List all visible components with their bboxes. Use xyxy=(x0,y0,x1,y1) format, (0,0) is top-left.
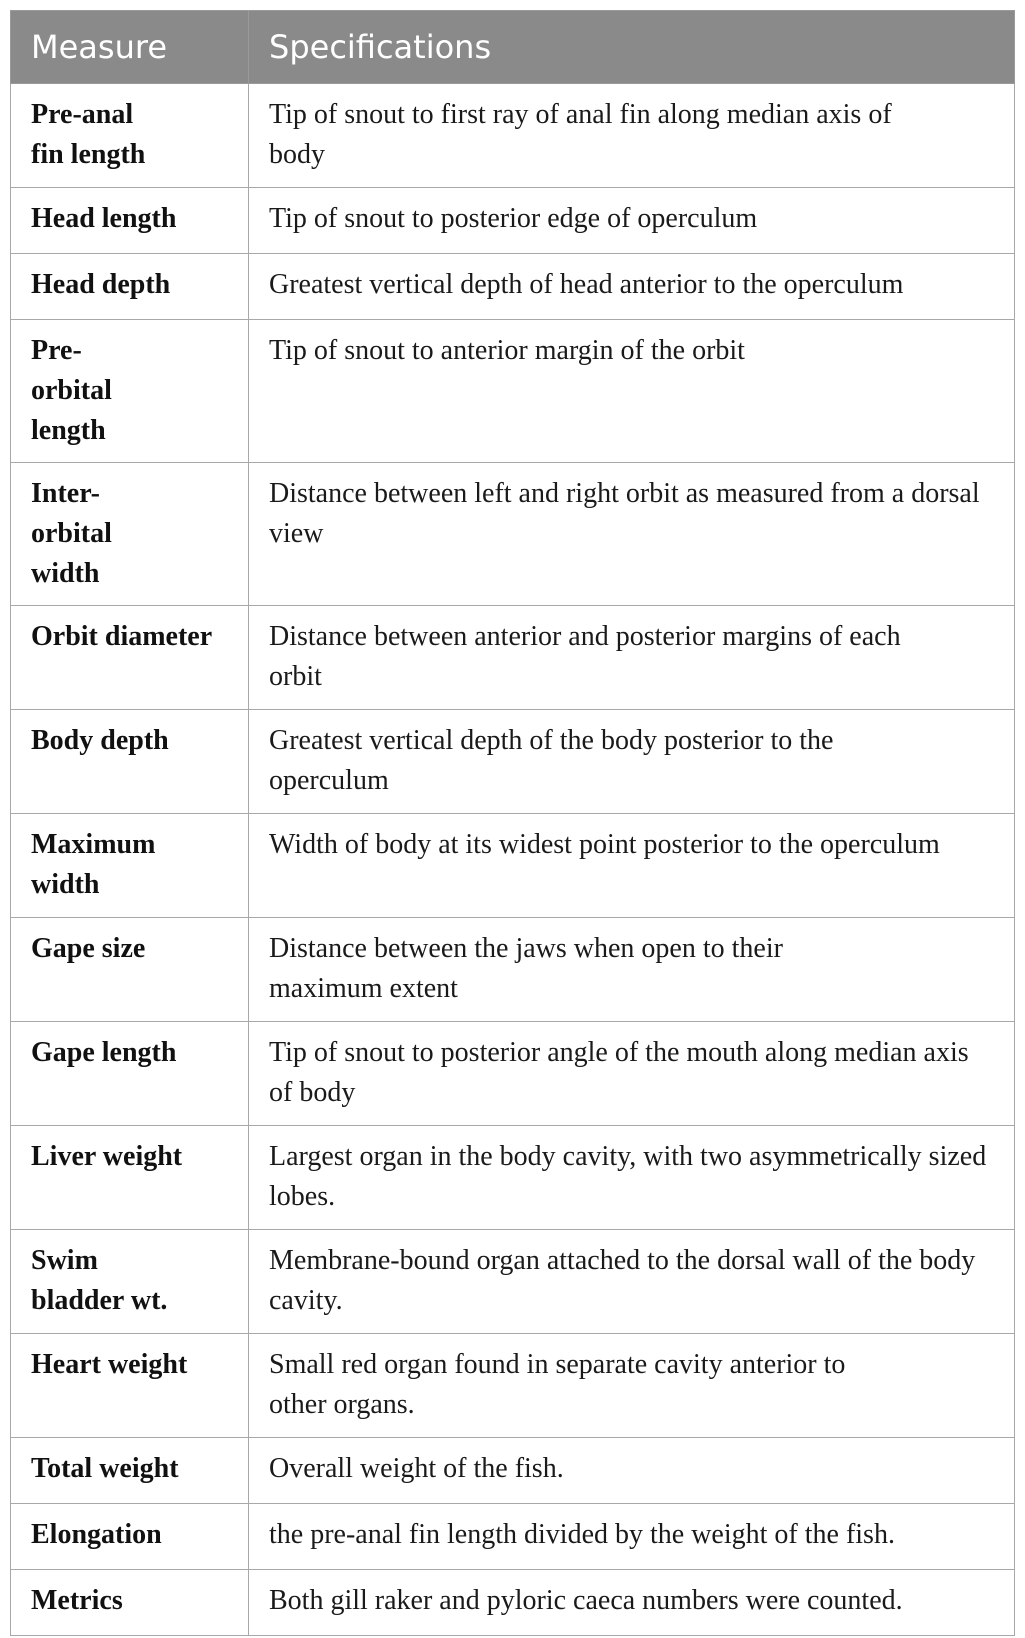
measure-cell: Gape size xyxy=(11,918,249,1022)
measure-cell: Pre-orbital length xyxy=(11,320,249,463)
spec-cell: Small red organ found in separate cavity anterior to other organs. xyxy=(249,1334,1015,1438)
spec-cell: Distance between the jaws when open to their maximum extent xyxy=(249,918,1015,1022)
table-row xyxy=(11,1504,1015,1570)
measure-cell: Gape length xyxy=(11,1022,249,1126)
table-row xyxy=(11,1438,1015,1504)
spec-cell: Membrane-bound organ attached to the dorsal wall of the body cavity. xyxy=(249,1230,1015,1334)
spec-cell: Greatest vertical depth of the body posterior to the operculum xyxy=(249,710,1015,814)
table-row xyxy=(11,84,1015,188)
table-row xyxy=(11,606,1015,710)
table-row xyxy=(11,320,1015,463)
measurements-table xyxy=(10,10,1015,1636)
measure-cell: Inter-orbital width xyxy=(11,463,249,606)
table-row xyxy=(11,918,1015,1022)
table-row xyxy=(11,254,1015,320)
measure-cell: Head length xyxy=(11,188,249,254)
measure-cell: Swim bladder wt. xyxy=(11,1230,249,1334)
measure-cell: Metrics xyxy=(11,1570,249,1636)
measure-cell: Maximum width xyxy=(11,814,249,918)
table-header-row xyxy=(11,11,1015,84)
spec-cell: the pre-anal fin length divided by the weight of the fish. xyxy=(249,1504,1015,1570)
spec-cell: Tip of snout to posterior angle of the mouth along median axis of body xyxy=(249,1022,1015,1126)
table-row xyxy=(11,1022,1015,1126)
spec-cell: Tip of snout to first ray of anal fin along median axis of body xyxy=(249,84,1015,188)
measure-cell: Liver weight xyxy=(11,1126,249,1230)
spec-cell: Tip of snout to anterior margin of the orbit xyxy=(249,320,1015,463)
table-row xyxy=(11,1230,1015,1334)
measure-cell: Elongation xyxy=(11,1504,249,1570)
table-row xyxy=(11,1334,1015,1438)
header-specifications: Specifications xyxy=(249,11,1015,84)
measure-cell: Orbit diameter xyxy=(11,606,249,710)
measure-cell: Pre-anal fin length xyxy=(11,84,249,188)
measure-cell: Head depth xyxy=(11,254,249,320)
spec-cell: Both gill raker and pyloric caeca numbers were counted. xyxy=(249,1570,1015,1636)
table-row xyxy=(11,814,1015,918)
spec-cell: Overall weight of the fish. xyxy=(249,1438,1015,1504)
spec-cell: Width of body at its widest point posterior to the operculum xyxy=(249,814,1015,918)
measure-cell: Heart weight xyxy=(11,1334,249,1438)
table-row xyxy=(11,463,1015,606)
spec-cell: Greatest vertical depth of head anterior to the operculum xyxy=(249,254,1015,320)
measure-cell: Body depth xyxy=(11,710,249,814)
spec-cell: Distance between left and right orbit as measured from a dorsal view xyxy=(249,463,1015,606)
measurements-table-container xyxy=(10,10,1014,1636)
table-row xyxy=(11,710,1015,814)
spec-cell: Largest organ in the body cavity, with two asymmetrically sized lobes. xyxy=(249,1126,1015,1230)
spec-cell: Tip of snout to posterior edge of operculum xyxy=(249,188,1015,254)
table-row xyxy=(11,1126,1015,1230)
table-row xyxy=(11,1570,1015,1636)
table-row xyxy=(11,188,1015,254)
spec-cell: Distance between anterior and posterior margins of each orbit xyxy=(249,606,1015,710)
measure-cell: Total weight xyxy=(11,1438,249,1504)
header-measure: Measure xyxy=(11,11,249,84)
